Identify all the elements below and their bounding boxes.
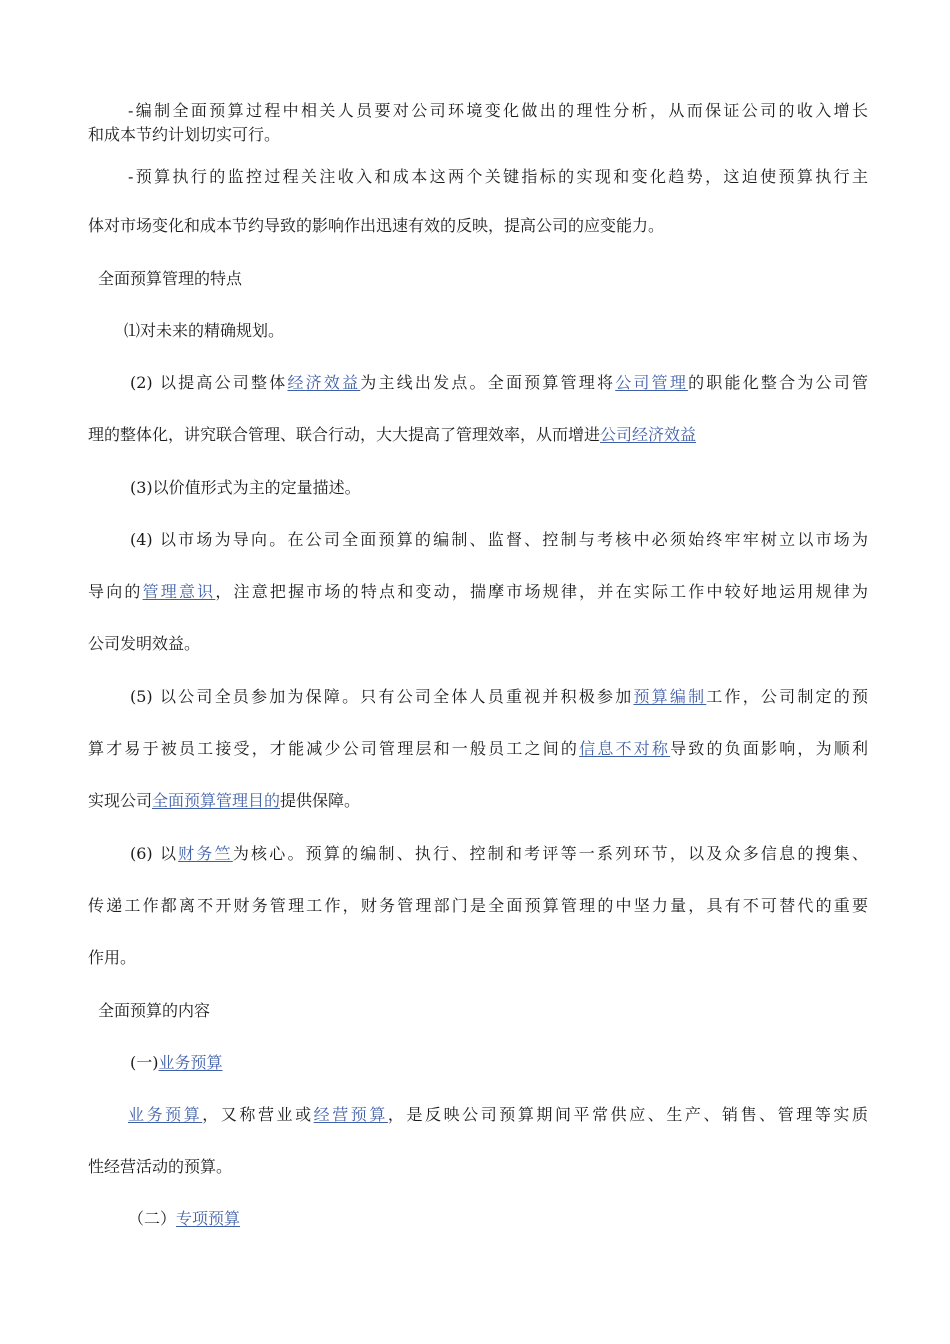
paragraph-line <box>128 100 868 122</box>
link-budget-management-goal[interactable]: 全面预算管理目的 <box>152 791 281 810</box>
text: 提供保障。 <box>280 791 361 810</box>
text: 为核心。预算的编制、执行、控制和考评等一系列环节，以及众多信息的搜集、 <box>232 844 868 863</box>
text: (4) 以市场为导向。在公司全面预算的编制、监督、控制与考核中必须始终牢牢树立以市场为 <box>130 530 868 549</box>
paragraph-line <box>88 581 868 603</box>
text: 工作，公司制定的预 <box>706 687 868 706</box>
section-heading <box>98 1000 878 1022</box>
text: 理的整体化，讲究联合管理、联合行动，大大提高了管理效率，从而增进 <box>88 425 601 444</box>
text: 和成本节约计划切实可行。 <box>88 125 281 144</box>
paragraph-line <box>88 633 868 655</box>
text: （二） <box>128 1209 177 1228</box>
list-item <box>124 320 904 342</box>
paragraph-line <box>88 424 868 446</box>
heading-text: 全面预算的内容 <box>98 1001 211 1020</box>
link-operating-budget[interactable]: 经营预算 <box>313 1105 388 1124</box>
text: (2) 以提高公司整体 <box>130 373 288 392</box>
text: ⑴对未来的精确规划。 <box>124 321 285 340</box>
paragraph-line <box>88 790 868 812</box>
subsection-heading <box>128 1208 908 1230</box>
section-heading <box>98 268 878 290</box>
link-company-management[interactable]: 公司管理 <box>615 373 689 392</box>
text: 算才易于被员工接受，才能减少公司管理层和一般员工之间的 <box>88 739 580 758</box>
paragraph-line <box>128 1104 868 1126</box>
text: 体对市场变化和成本节约导致的影响作出迅速有效的反映，提高公司的应变能力。 <box>88 216 665 235</box>
list-item <box>130 686 868 708</box>
text: 公司发明效益。 <box>88 634 201 653</box>
link-company-economic-benefit[interactable]: 公司经济效益 <box>600 425 697 444</box>
list-item <box>130 477 910 499</box>
text: 传递工作都离不开财务管理工作，财务管理部门是全面预算管理的中坚力量，具有不可替代的重要 <box>88 896 868 915</box>
text: -预算执行的监控过程关注收入和成本这两个关键指标的实现和变化趋势，这迫使预算执行主 <box>128 167 868 186</box>
text: 实现公司 <box>88 791 153 810</box>
text: -编制全面预算过程中相关人员要对公司环境变化做出的理性分析，从而保证公司的收入增长 <box>128 101 868 120</box>
heading-text: 全面预算管理的特点 <box>98 269 243 288</box>
list-item <box>130 372 868 394</box>
text: (3)以价值形式为主的定量描述。 <box>130 478 361 497</box>
link-information-asymmetry[interactable]: 信息不对称 <box>579 739 671 758</box>
list-item <box>130 529 868 551</box>
text: (6) 以 <box>130 844 179 863</box>
text: 作用。 <box>88 948 137 967</box>
link-business-budget-inline[interactable]: 业务预算 <box>128 1105 203 1124</box>
paragraph-line <box>88 895 868 917</box>
link-economic-benefit[interactable]: 经济效益 <box>287 373 361 392</box>
text: ，注意把握市场的特点和变动，揣摩市场规律，并在实际工作中较好地运用规律为 <box>215 582 868 601</box>
paragraph-line <box>88 1156 868 1178</box>
paragraph-line <box>88 124 868 146</box>
paragraph-line <box>88 947 868 969</box>
link-business-budget[interactable]: 业务预算 <box>158 1053 223 1072</box>
text: 性经营活动的预算。 <box>88 1157 233 1176</box>
paragraph-line <box>128 166 868 188</box>
subsection-heading <box>130 1052 910 1074</box>
paragraph-line <box>88 738 868 760</box>
text: 导向的 <box>88 582 143 601</box>
link-management-awareness[interactable]: 管理意识 <box>142 582 216 601</box>
text: ，又称营业或 <box>202 1105 314 1124</box>
paragraph-line <box>88 215 868 237</box>
text: 为主线出发点。全面预算管理将 <box>360 373 616 392</box>
link-special-budget[interactable]: 专项预算 <box>176 1209 241 1228</box>
text: (5) 以公司全员参加为保障。只有公司全体人员重视并积极参加 <box>130 687 634 706</box>
text: (一) <box>130 1053 159 1072</box>
text: 的职能化整合为公司管 <box>688 373 868 392</box>
link-budget-preparation[interactable]: 预算编制 <box>633 687 707 706</box>
link-financial-management[interactable]: 财务竺 <box>178 844 233 863</box>
list-item <box>130 843 868 865</box>
text: ，是反映公司预算期间平常供应、生产、销售、管理等实质 <box>387 1105 868 1124</box>
text: 导致的负面影响，为顺利 <box>670 739 868 758</box>
